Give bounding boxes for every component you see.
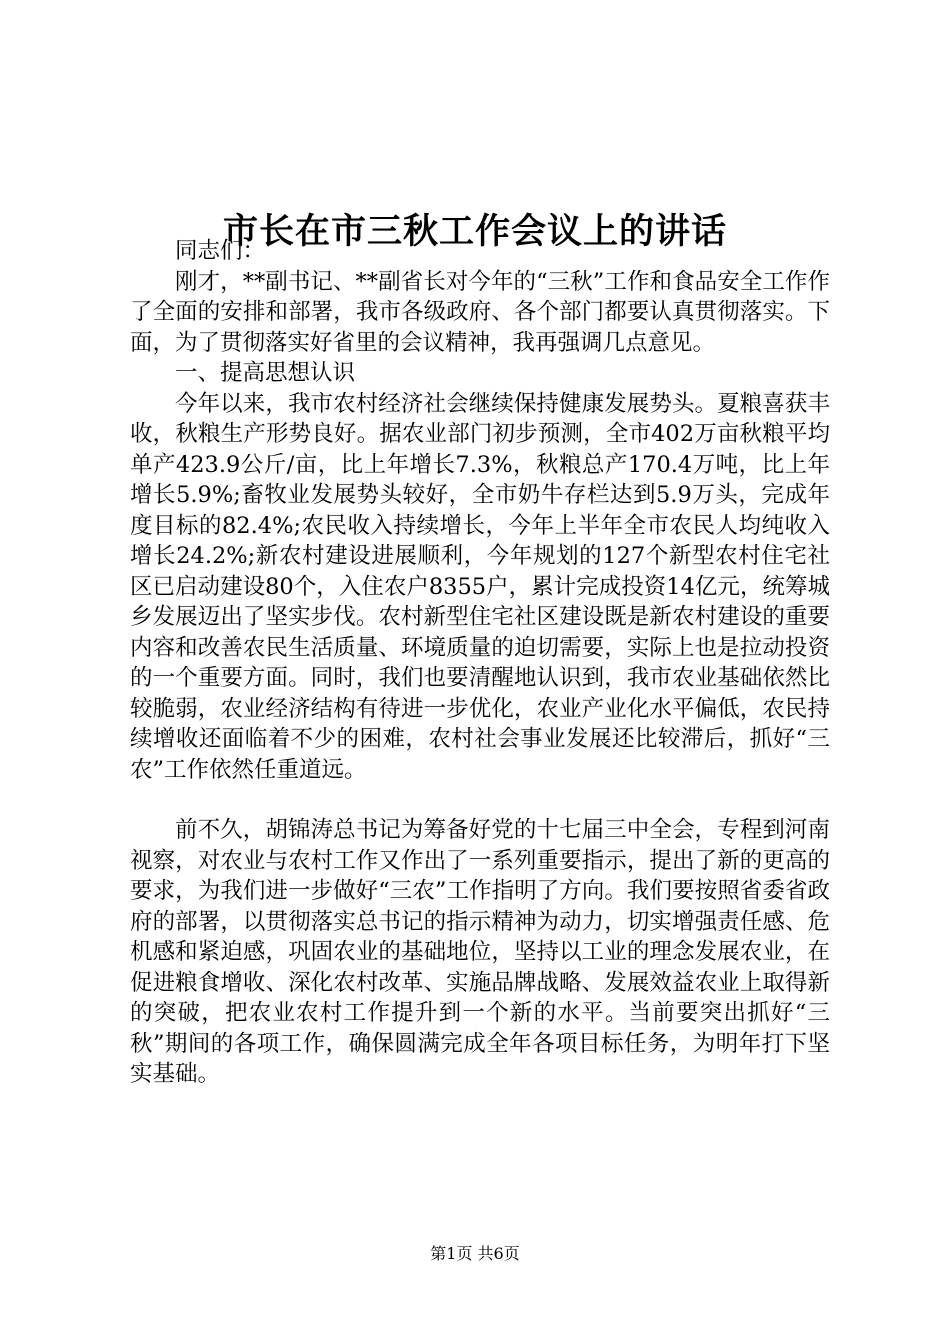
document-body <box>130 236 830 1090</box>
section-heading: 一、提高思想认识 <box>175 360 356 386</box>
opening-paragraph: 刚才，**副书记、**副省长对今年的“三秋”工作和食品安全工作作了全面的安排和部署，我市各级政府、各个部门都要认真贯彻落实。下面，为了贯彻落实好省里的会议精神，我再强调几点意见。 <box>130 268 830 356</box>
body-paragraph: 前不久，胡锦涛总书记为筹备好党的十七届三中全会，专程到河南视察，对农业与农村工作又作出了一系列重要指示，提出了新的更高的要求，为我们进一步做好“三农”工作指明了方向。我们要按照省委省政府的部署，以贯彻落实总书记的指示精神为动力，切实增强责任感、危机感和紧迫感，巩固农业的基础地位，坚持以工业的理念发展农业，在促进粮食增收、深化农村改革、实施品牌战略、发展效益农业上取得新的突破，把农业农村工作提升到一个新的水平。当前要突出抓好“三秋”期间的各项工作，确保圆满完成全年各项目标任务，为明年打下坚实基础。 <box>130 817 830 1087</box>
document-title: 市长在市三秋工作会议上的讲话 <box>222 211 727 253</box>
page-footer: 第1页 共6页 <box>430 1244 520 1263</box>
salutation-paragraph: 同志们： <box>175 238 266 264</box>
body-paragraph: 今年以来，我市农村经济社会继续保持健康发展势头。夏粮喜获丰收，秋粮生产形势良好。据农业部门初步预测，全市402万亩秋粮平均单产423.9公斤/亩，比上年增长7.3%，秋粮总产170.4万吨，比上年增长5.9%;畜牧业发展势头较好，全市奶牛存栏达到5.9万头，完成年度目标的82.4%;农民收入持续增长，今年上半年全市农民人均纯收入增长24.2%;新农村建设进展顺利，今年规划的127个新型农村住宅社区已启动建设80个，入住农户8355户，累计完成投资14亿元，统筹城乡发展迈出了坚实步伐。农村新型住宅社区建设既是新农村建设的重要内容和改善农民生活质量、环境质量的迫切需要，实际上也是拉动投资的一个重要方面。同时，我们也要清醒地认识到，我市农业基础依然比较脆弱，农业经济结构有待进一步优化，农业产业化水平偏低，农民持续增收还面临着不少的困难，农村社会事业发展还比较滞后，抓好“三农”工作依然任重道远。 <box>130 390 830 783</box>
